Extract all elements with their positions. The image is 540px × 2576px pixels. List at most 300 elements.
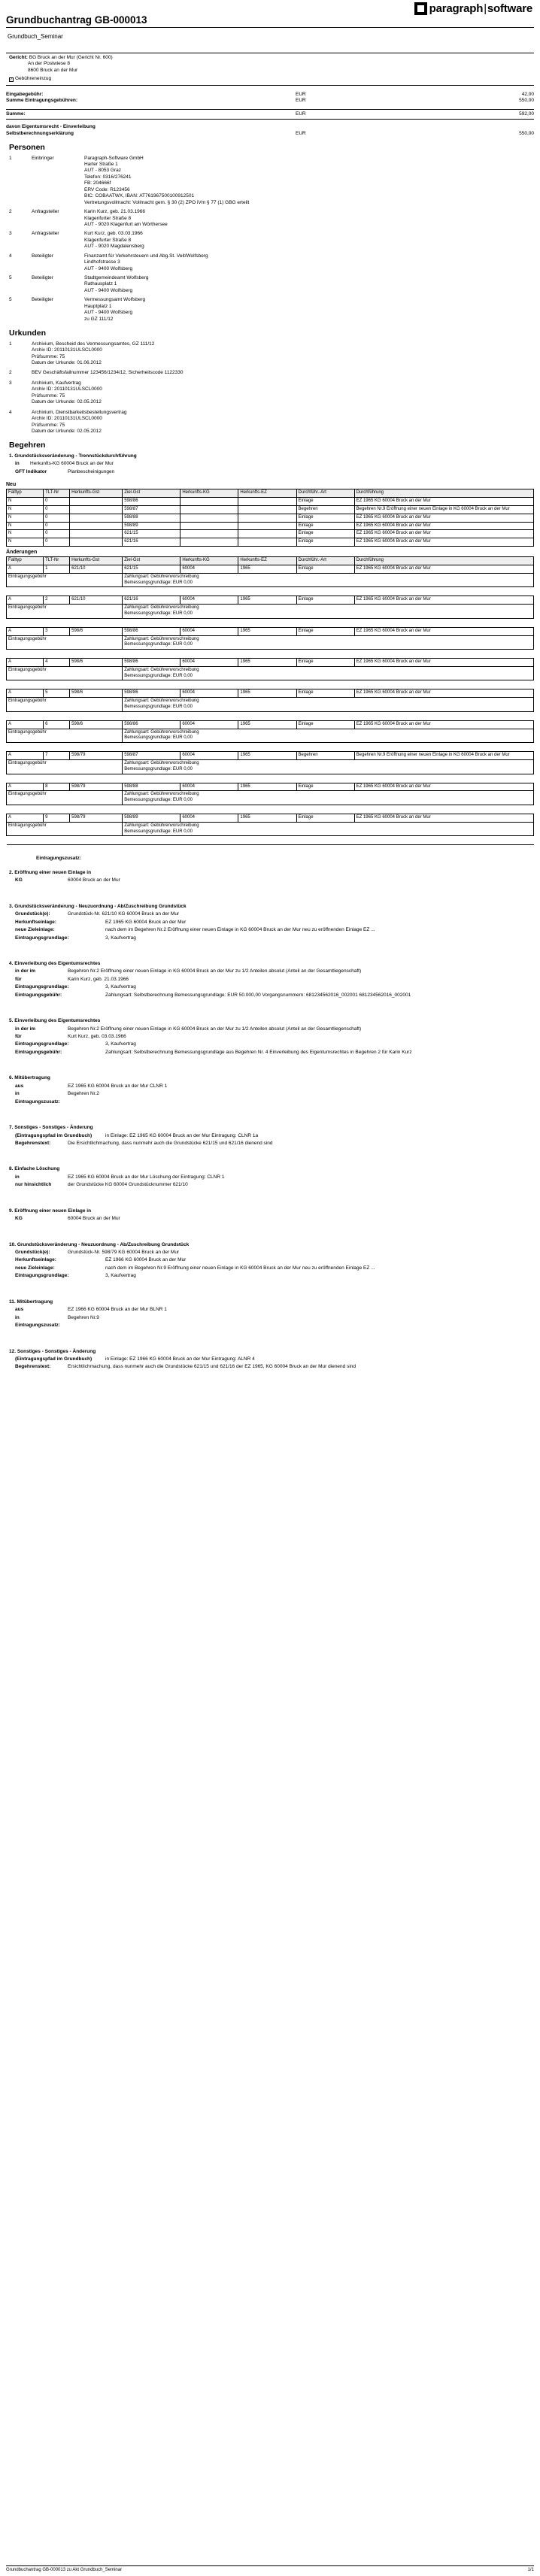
fee-details xyxy=(123,573,534,587)
document-item xyxy=(6,380,534,406)
key-value-row xyxy=(15,920,534,926)
table-cell xyxy=(181,530,238,538)
field-label: Herkunftseinlage: xyxy=(15,1257,56,1263)
person-line: Kurt Kurz, geb. 03.03.1966 xyxy=(84,231,143,237)
spacer-row xyxy=(7,587,534,596)
table-cell: 60004 xyxy=(181,783,238,791)
fee-row xyxy=(7,791,534,805)
person-line: AUT - 9400 Wolfsberg xyxy=(84,310,133,316)
begehren-item-title: 10. Grundstücksveränderung - Neuzuordnung - Ab/Zuschreibung Grundstück xyxy=(9,1241,190,1247)
person-number: 4 xyxy=(9,253,12,259)
field-label: in xyxy=(15,1174,20,1180)
field-value: 60004 Bruck an der Mur xyxy=(68,1216,120,1222)
table-row xyxy=(7,627,534,635)
company-logo: paragraph | software xyxy=(414,2,532,17)
table-cell: 3 xyxy=(44,627,70,635)
divider xyxy=(6,119,534,120)
column-header: Herkunfts-Gst xyxy=(70,557,123,565)
fee-label: Eintragungsgebühr xyxy=(7,822,123,836)
column-header: TLT-Nr xyxy=(44,489,70,498)
field-label: Grundstück(e): xyxy=(15,911,50,917)
table-cell xyxy=(238,506,296,514)
divider xyxy=(6,109,534,110)
fee-line: Bemessungsgrundlage: EUR 0,00 xyxy=(124,611,193,616)
person-line: AUT - 9020 Klagenfurt am Wörthersee xyxy=(84,221,168,227)
person-line: Klagenfurter Straße 8 xyxy=(84,215,132,221)
field-value: Karin Kurz, geb. 21.03.1966 xyxy=(68,976,129,982)
key-value-row xyxy=(15,1216,534,1222)
begehren-item-title: 3. Grundstücksveränderung - Neuzuordnung - Ab/Zuschreibung Grundstück xyxy=(9,903,187,909)
table-cell: 0 xyxy=(44,530,70,538)
fee-line: Zahlungsart: Gebührenvorschreibung xyxy=(124,574,199,579)
field-value: Grundstück-Nr. 621/10 KG 60004 Bruck an der Mur xyxy=(68,911,180,917)
spacer-row xyxy=(7,650,534,659)
table-cell xyxy=(70,514,123,522)
table-cell: Einlage xyxy=(296,538,354,547)
column-header: Falltyp xyxy=(7,557,44,565)
column-header: Herkunfts-EZ xyxy=(238,489,296,498)
fee-label: Eintragungsgebühr xyxy=(7,635,123,650)
field-label: Eintragungszusatz: xyxy=(15,1099,60,1105)
table-cell: 1965 xyxy=(238,752,296,760)
begehren-item xyxy=(9,1075,534,1105)
key-value-row xyxy=(15,993,534,999)
fee-line: Zahlungsart: Gebührenvorschreibung xyxy=(124,761,199,766)
table-cell: 598/88 xyxy=(123,514,181,522)
table-cell: 1965 xyxy=(238,565,296,573)
table-cell: 598/79 xyxy=(70,814,123,823)
table-cell: 598/6 xyxy=(70,689,123,698)
person-line: AUT - 8053 Graz xyxy=(84,168,122,174)
key-value-row xyxy=(15,1257,534,1263)
table-cell: A xyxy=(7,752,44,760)
table-row xyxy=(7,720,534,729)
person-line: Harter Straße 1 xyxy=(84,162,118,168)
spacer-row xyxy=(7,680,534,689)
begehren-item-title: 8. Einfache Löschung xyxy=(9,1166,60,1172)
table-cell: 598/86 xyxy=(123,627,181,635)
fee-details xyxy=(123,760,534,774)
title-rule xyxy=(6,27,534,28)
field-value: Ersichtlichmachung, dass nunmehr auch die Grundstücke 621/15 und 621/16 der EZ 1965, KG 60004 Bruck an der Mur dienend sind xyxy=(68,1364,356,1370)
table-cell: 598/86 xyxy=(123,498,181,506)
field-label: Eintragungsgebühr: xyxy=(15,992,62,998)
table-row xyxy=(7,689,534,698)
fee-details xyxy=(123,666,534,680)
person-line: Rathausplatz 1 xyxy=(84,281,117,287)
table-cell: 0 xyxy=(44,498,70,506)
table-cell: Begehren xyxy=(296,752,354,760)
begehren-item xyxy=(9,1208,534,1223)
table-cell: 598/86 xyxy=(123,689,181,698)
field-label: neue Zieleinlage: xyxy=(15,927,55,933)
begehren-item-title: 7. Sonstiges - Sonstiges - Änderung xyxy=(9,1125,93,1131)
key-value-row xyxy=(15,911,534,917)
fee-line: Zahlungsart: Gebührenvorschreibung xyxy=(124,605,199,611)
field-label: in der im xyxy=(15,968,36,974)
key-value-row xyxy=(15,1141,534,1147)
person-role: Anfragsteller xyxy=(32,209,59,215)
table-cell: 0 xyxy=(44,514,70,522)
document-line: Datum der Urkunde: 02.05.2012 xyxy=(32,428,102,434)
key-value-row xyxy=(15,1034,534,1040)
person-item xyxy=(6,156,534,207)
table-cell: 1965 xyxy=(238,596,296,605)
document-line: Prüfsumme: 75 xyxy=(32,392,65,399)
field-value: nach dem im Begehren Nr.9 Eröffnung einer neuen Einlage in KG 60004 Bruck an der Mur neu zu eröffnenden Einlage EZ ... xyxy=(105,1265,375,1271)
table-cell: 60004 xyxy=(181,627,238,635)
begehren-item xyxy=(9,1166,534,1188)
table-cell xyxy=(70,522,123,530)
person-number: 5 xyxy=(9,275,12,281)
key-value-row xyxy=(15,1265,534,1271)
key-value-row xyxy=(15,1091,534,1097)
table-cell: A xyxy=(7,596,44,605)
table-cell: EZ 1965 KG 60004 Bruck an der Mur xyxy=(354,596,533,605)
begehren-item xyxy=(9,1125,534,1147)
spacer-cell xyxy=(7,774,534,783)
key-value-row xyxy=(15,877,534,883)
fee-details xyxy=(123,729,534,743)
document-line: Datum der Urkunde: 02.05.2012 xyxy=(32,399,102,405)
spacer-cell xyxy=(7,743,534,752)
document-subtitle: Grundbuch_Seminar xyxy=(8,33,63,40)
person-line: AUT - 9020 Magdalensberg xyxy=(84,244,144,250)
table-cell: EZ 1965 KG 60004 Bruck an der Mur xyxy=(354,565,533,573)
aenderungen-table-label: Änderungen xyxy=(6,550,38,556)
table-row xyxy=(7,596,534,605)
field-value: 3, Kaufvertrag xyxy=(105,935,136,941)
field-value: EZ 1965 KG 60004 Bruck an der Mur CLNR 1 xyxy=(68,1083,168,1089)
document-line: Archiv ID: 20110131ULSCL0000 xyxy=(32,347,102,353)
table-cell: 621/16 xyxy=(123,538,181,547)
column-header: Durchführ.-Art xyxy=(296,557,354,565)
table-cell: EZ 1965 KG 60004 Bruck an der Mur xyxy=(354,514,533,522)
document-line: BEV Geschäftsfallnummer 123456/1234/12, Sicherheitscode 1122330 xyxy=(32,370,184,376)
fees-block: Eingabegebühr: EUR 42,00 Summe Eintragungsgebühren: EUR 550,00 Summe: EUR 592,00 davon Eigentumsrecht - Einverleibung Selbstberechnungserklärung EUR 550,00 xyxy=(6,91,534,136)
documents-list xyxy=(6,341,534,435)
table-cell xyxy=(181,538,238,547)
key-value-row xyxy=(15,1250,534,1256)
table-cell: A xyxy=(7,659,44,667)
person-line: AUT - 9400 Wolfsberg xyxy=(84,265,133,271)
key-value-row xyxy=(15,1315,534,1321)
fee-label: Eintragungsgebühr xyxy=(7,729,123,743)
table-cell xyxy=(238,530,296,538)
column-header: Herkunfts-KG xyxy=(181,557,238,565)
fee-row xyxy=(7,822,534,836)
column-header: Falltyp xyxy=(7,489,44,498)
table-cell: 598/6 xyxy=(70,720,123,729)
field-value: Zahlungsart: Selbstberechnung Bemessungsgrundlage: EUR 50.000,00 Vorgangsnummern: 681234562016_002001 681234562016_002001 xyxy=(105,992,411,998)
table-cell: 598/79 xyxy=(70,783,123,791)
fee-line: Bemessungsgrundlage: EUR 0,00 xyxy=(124,735,193,741)
person-role: Beteiligter xyxy=(32,253,53,259)
begehren-steps xyxy=(6,870,534,1371)
field-label: Eintragungszusatz: xyxy=(15,1323,60,1329)
document-details xyxy=(32,370,184,376)
fee-row xyxy=(7,760,534,774)
document-details xyxy=(32,380,102,406)
begehren-item-title: 4. Einverleibung des Eigentumsrechtes xyxy=(9,960,101,966)
table-cell: Einlage xyxy=(296,522,354,530)
table-row xyxy=(7,783,534,791)
spacer-cell xyxy=(7,805,534,814)
begehren-item-title: 5. Einverleibung des Eigentumsrechtes xyxy=(9,1018,101,1024)
spacer-cell xyxy=(7,618,534,627)
table-cell: 0 xyxy=(44,522,70,530)
document-number: 1 xyxy=(9,341,12,347)
table-cell: 621/15 xyxy=(123,530,181,538)
spacer-cell xyxy=(7,711,534,720)
person-role: Beteiligter xyxy=(32,275,53,281)
table-cell: EZ 1965 KG 60004 Bruck an der Mur xyxy=(354,659,533,667)
table-cell xyxy=(238,514,296,522)
person-line: FB: 204666f xyxy=(84,180,111,186)
table-cell: Begehren Nr.9 Eröffnung einer neuen Einlage in KG 60004 Bruck an der Mur xyxy=(354,506,533,514)
table-cell: 5 xyxy=(44,689,70,698)
document-item xyxy=(6,370,534,376)
persons-heading: Personen xyxy=(9,142,45,152)
table-cell: 60004 xyxy=(181,752,238,760)
table-cell: EZ 1965 KG 60004 Bruck an der Mur xyxy=(354,783,533,791)
field-value: 3, Kaufvertrag xyxy=(105,984,136,990)
field-value xyxy=(105,1099,534,1105)
table-cell: 4 xyxy=(44,659,70,667)
table-cell: 60004 xyxy=(181,689,238,698)
table-cell: 598/86 xyxy=(123,659,181,667)
table-cell: 621/10 xyxy=(70,565,123,573)
person-item xyxy=(6,209,534,228)
field-label: für xyxy=(15,976,22,982)
table-cell: EZ 1965 KG 60004 Bruck an der Mur xyxy=(354,530,533,538)
court-block: Gericht: BG Bruck an der Mur (Gericht Nr. 600) An der Postwiese 8 8600 Bruck an der Mur ✓ Gebühreneinzug xyxy=(9,55,113,83)
table-cell: 1965 xyxy=(238,783,296,791)
fee-label: Eintragungsgebühr xyxy=(7,698,123,712)
field-value: der Grundstücke KG 60004 Grundstücknummer 621/10 xyxy=(68,1182,188,1188)
table-cell: 598/88 xyxy=(123,783,181,791)
table-cell: Einlage xyxy=(296,814,354,823)
document-line: Datum der Urkunde: 01.06.2012 xyxy=(32,360,102,366)
person-line: Finanzamt für Verkehrsteuern und Abg.St. Veit/Wolfsberg xyxy=(84,253,208,259)
table-cell: 0 xyxy=(44,506,70,514)
table-cell: Einlage xyxy=(296,720,354,729)
field-label: in xyxy=(15,1314,20,1320)
table-row xyxy=(7,659,534,667)
fee-label: Eintragungsgebühr xyxy=(7,573,123,587)
table-cell: A xyxy=(7,565,44,573)
person-line: Karin Kurz, geb. 21.03.1966 xyxy=(84,209,145,215)
spacer-cell xyxy=(7,650,534,659)
table-row xyxy=(7,506,534,514)
key-value-row xyxy=(15,1364,534,1370)
table-cell: 60004 xyxy=(181,596,238,605)
key-value-row xyxy=(15,1083,534,1089)
field-value: Die Ersichtlichmachung, dass nunmehr auch die Grundstücke 621/15 und 621/16 dienend sind xyxy=(68,1140,273,1146)
table-row xyxy=(7,530,534,538)
spacer-cell xyxy=(7,836,534,845)
fee-label: Eintragungsgebühr xyxy=(7,605,123,619)
begehren-heading: Begehren xyxy=(9,441,46,450)
table-cell: Einlage xyxy=(296,498,354,506)
fee-line: Zahlungsart: Gebührenvorschreibung xyxy=(124,699,199,704)
person-details xyxy=(84,156,534,207)
field-value: in Einlage: EZ 1965 KG 60004 Bruck an der Mur Eintragung: CLNR 1a xyxy=(105,1132,259,1138)
table-cell: N xyxy=(7,506,44,514)
key-value-row xyxy=(15,1099,534,1105)
table-cell: 598/89 xyxy=(123,522,181,530)
field-label: Begehrenstext: xyxy=(15,1140,51,1146)
spacer-row xyxy=(7,774,534,783)
field-label: (Eintragungspfad im Grundbuch) xyxy=(15,1356,93,1362)
table-cell xyxy=(238,498,296,506)
person-item xyxy=(6,231,534,250)
divider xyxy=(6,85,534,86)
key-value-row xyxy=(15,1307,534,1313)
fee-line: Bemessungsgrundlage: EUR 0,00 xyxy=(124,798,193,803)
person-item xyxy=(6,297,534,323)
field-value: nach dem im Begehren Nr.2 Eröffnung einer neuen Einlage in KG 60004 Bruck an der Mur neu zu eröffnenden Einlage EZ ... xyxy=(105,927,375,933)
table-cell: 7 xyxy=(44,752,70,760)
table-cell xyxy=(238,522,296,530)
fee-line: Bemessungsgrundlage: EUR 0,00 xyxy=(124,642,193,647)
fee-line: Bemessungsgrundlage: EUR 0,00 xyxy=(124,766,193,771)
table-cell: 8 xyxy=(44,783,70,791)
field-label: nur hinsichtlich xyxy=(15,1182,52,1188)
key-value-row xyxy=(15,1050,534,1056)
begehren-item-title: 11. Mitübertragung xyxy=(9,1299,53,1305)
fee-line: Bemessungsgrundlage: EUR 0,00 xyxy=(124,673,193,678)
key-value-row xyxy=(15,935,534,941)
spacer-row xyxy=(7,805,534,814)
table-cell: Einlage xyxy=(296,659,354,667)
table-cell xyxy=(70,530,123,538)
fee-row xyxy=(7,666,534,680)
column-header: Durchführung xyxy=(354,489,533,498)
table-row xyxy=(7,814,534,823)
begehren-item xyxy=(9,1018,534,1056)
person-number: 2 xyxy=(9,209,12,215)
table-cell: Einlage xyxy=(296,689,354,698)
person-details xyxy=(84,297,534,323)
field-value: Begehren Nr.2 Eröffnung einer neuen Einlage in KG 60004 Bruck an der Mur zu 1/2 Anteilen absolut (Anteil an der Gesamtliegenschaft) xyxy=(68,1026,362,1032)
key-value-row xyxy=(15,968,534,974)
fee-label: Eintragungsgebühr xyxy=(7,791,123,805)
fee-label: Eintragungsgebühr xyxy=(7,666,123,680)
table-cell: 0 xyxy=(44,538,70,547)
table-cell: N xyxy=(7,538,44,547)
person-line: Stadtgemeindeamt Wolfsberg xyxy=(84,275,149,281)
table-cell: 1965 xyxy=(238,814,296,823)
document-number: 2 xyxy=(9,370,12,376)
field-label: KG xyxy=(15,1216,23,1222)
logo-mark-icon xyxy=(414,2,427,15)
key-value-row xyxy=(15,927,534,933)
person-line: AUT - 9400 Wolfsberg xyxy=(84,287,133,293)
field-value xyxy=(105,1323,534,1329)
fee-line: Bemessungsgrundlage: EUR 0,00 xyxy=(124,580,193,585)
document-details xyxy=(32,410,126,435)
table-cell xyxy=(70,498,123,506)
fee-line: Zahlungsart: Gebührenvorschreibung xyxy=(124,823,199,828)
table-cell: N xyxy=(7,530,44,538)
spacer-row xyxy=(7,711,534,720)
field-label: Eintragungsgrundlage: xyxy=(15,1041,69,1047)
table-cell xyxy=(181,498,238,506)
person-number: 1 xyxy=(9,155,12,161)
field-value: EZ 1966 KG 60004 Bruck an der Mur xyxy=(105,1257,187,1263)
table-row xyxy=(7,538,534,547)
begehren-item-1: 1. Grundstücksveränderung - Trennstückdurchführung in Herkunfts-KG 60004 Bruck an der Mur GFT Indikator Planbescheinigungen xyxy=(9,453,137,474)
fee-details xyxy=(123,605,534,619)
aenderungen-table xyxy=(6,556,534,845)
fee-label: Eintragungsgebühr xyxy=(7,760,123,774)
document-item xyxy=(6,410,534,435)
table-cell: 6 xyxy=(44,720,70,729)
table-cell: Einlage xyxy=(296,530,354,538)
field-label: KG xyxy=(15,877,23,883)
table-cell: N xyxy=(7,498,44,506)
fee-line: Bemessungsgrundlage: EUR 0,00 xyxy=(124,829,193,834)
fee-row xyxy=(7,729,534,743)
table-cell: 598/89 xyxy=(123,814,181,823)
table-cell: 621/10 xyxy=(70,596,123,605)
table-cell: 598/86 xyxy=(123,720,181,729)
table-cell: A xyxy=(7,783,44,791)
key-value-row xyxy=(15,1041,534,1047)
table-cell: A xyxy=(7,720,44,729)
begehren-item xyxy=(9,870,534,884)
fee-line: Zahlungsart: Gebührenvorschreibung xyxy=(124,729,199,735)
begehren-item xyxy=(9,1349,534,1371)
table-row xyxy=(7,752,534,760)
fee-details xyxy=(123,822,534,836)
person-line: Vermessungsamt Wolfsberg xyxy=(84,297,146,303)
column-header: Herkunfts-KG xyxy=(181,489,238,498)
checkbox-checked-icon: ✓ xyxy=(10,77,14,83)
column-header: TLT-Nr xyxy=(44,557,70,565)
person-role: Anfragsteller xyxy=(32,231,59,237)
field-label: Herkunftseinlage: xyxy=(15,919,56,925)
spacer-cell xyxy=(7,587,534,596)
field-value: in Einlage: EZ 1966 KG 60004 Bruck an der Mur Eintragung: ALNR 4 xyxy=(105,1356,255,1362)
key-value-row xyxy=(15,1356,534,1362)
key-value-row xyxy=(15,1182,534,1188)
table-cell: 598/79 xyxy=(70,752,123,760)
table-cell xyxy=(70,506,123,514)
key-value-row xyxy=(15,977,534,983)
field-label: Begehrenstext: xyxy=(15,1364,51,1370)
begehren-item xyxy=(9,1299,534,1329)
key-value-row xyxy=(15,1133,534,1139)
person-line: Telefon: 0316/276241 xyxy=(84,174,132,180)
field-value: Kurt Kurz, geb. 03.03.1966 xyxy=(68,1034,126,1039)
document-line: Prüfsumme: 75 xyxy=(32,422,65,428)
begehren-item-title: 12. Sonstiges - Sonstiges - Änderung xyxy=(9,1348,96,1354)
person-line: zu GZ 111/12 xyxy=(84,316,114,322)
document-details xyxy=(32,341,154,367)
field-label: Eintragungsgrundlage: xyxy=(15,984,69,990)
person-item xyxy=(6,253,534,272)
begehren-item xyxy=(9,961,534,999)
document-line: Archiv ID: 20110131ULSCL0000 xyxy=(32,416,102,422)
person-line: Hauptplatz 1 xyxy=(84,303,112,309)
begehren-item-title: 6. Mitübertragung xyxy=(9,1075,50,1081)
fee-line: Zahlungsart: Gebührenvorschreibung xyxy=(124,636,199,641)
field-label: für xyxy=(15,1034,22,1039)
table-header-row xyxy=(7,557,534,565)
table-cell: 598/6 xyxy=(70,627,123,635)
